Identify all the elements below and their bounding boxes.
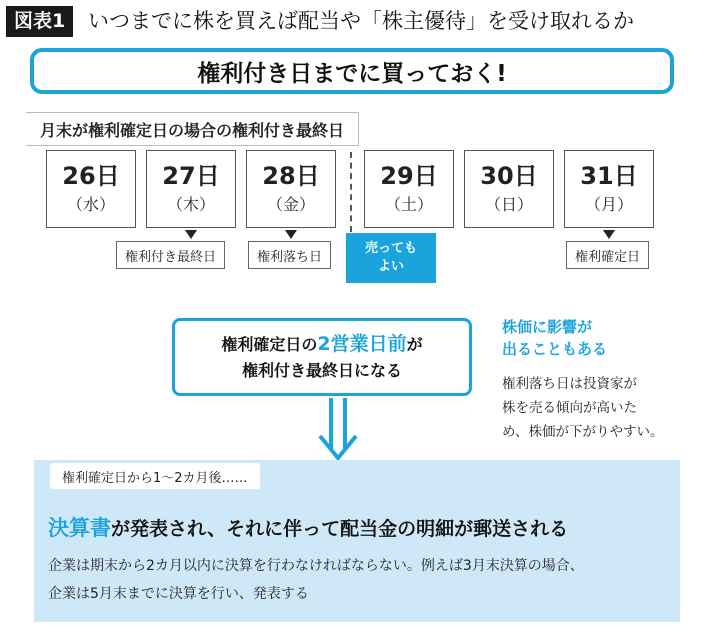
subheading: 月末が権利確定日の場合の権利付き最終日 [26,112,359,146]
rule-line-2: 権利付き最終日になる [241,360,402,380]
day-weekday: （木） [166,195,215,214]
day-date: 30日 [480,162,538,190]
bottom-text [48,552,584,608]
day-date: 28日 [262,162,320,190]
day-box-27 [146,150,236,228]
day-weekday: （日） [484,195,533,214]
day-date: 27日 [162,162,220,190]
callout-sell-ok [346,233,436,283]
side-note-heading-line: 出ることもある [502,340,608,358]
figure-title: いつまでに株を買えば配当や「株主優待」を受け取れるか [88,9,634,33]
bottom-heading [48,512,568,542]
bottom-text-line: 企業は5月末までに決算を行い、発表する [48,586,309,602]
banner [30,48,674,94]
bottom-heading-rest: が発表され、それに伴って配当金の明細が郵送される [111,518,569,540]
day-weekday: （月） [584,195,633,214]
bottom-text-line: 企業は期末から2カ月以内に決算を行わなければならない。例えば3月末決算の場合、 [48,558,584,574]
side-note-body [502,372,692,444]
day-box-31 [564,150,654,228]
pointer-arrow-icon [285,230,297,239]
figure-label: 図表1 [6,6,73,37]
callout-line: 売っても [364,241,417,256]
callout-line: よい [377,259,404,274]
rule-text: 権利確定日の [221,334,318,354]
side-note-heading-line: 株価に影響が [502,318,593,336]
down-arrow-icon [316,398,360,464]
banner-text: 権利付き日までに買っておく! [197,60,507,87]
day-date: 29日 [380,162,438,190]
day-box-28 [246,150,336,228]
pointer-arrow-icon [185,230,197,239]
day-weekday: （土） [384,195,433,214]
rule-box [172,318,472,396]
time-pill: 権利確定日から1～2カ月後…… [50,463,260,489]
weekend-divider [350,152,352,232]
rule-highlight: 2営業日前 [317,332,407,355]
day-box-30 [464,150,554,228]
day-weekday: （水） [66,195,115,214]
day-box-26 [46,150,136,228]
side-note-heading [502,316,607,360]
side-note-line: め、株価が下がりやすい。 [502,424,664,440]
tag-record-date: 権利確定日 [566,241,649,269]
rule-line-1 [221,331,422,358]
side-note-line: 株を売る傾向が高いた [502,400,637,416]
day-box-29 [364,150,454,228]
tag-last-day: 権利付き最終日 [116,241,225,269]
tag-ex-date: 権利落ち日 [248,241,331,269]
day-weekday: （金） [266,195,315,214]
bottom-heading-highlight: 決算書 [48,516,111,540]
rule-text: が [406,334,423,354]
side-note-line: 権利落ち日は投資家が [502,376,637,392]
day-date: 26日 [62,162,120,190]
day-date: 31日 [580,162,638,190]
pointer-arrow-icon [603,230,615,239]
